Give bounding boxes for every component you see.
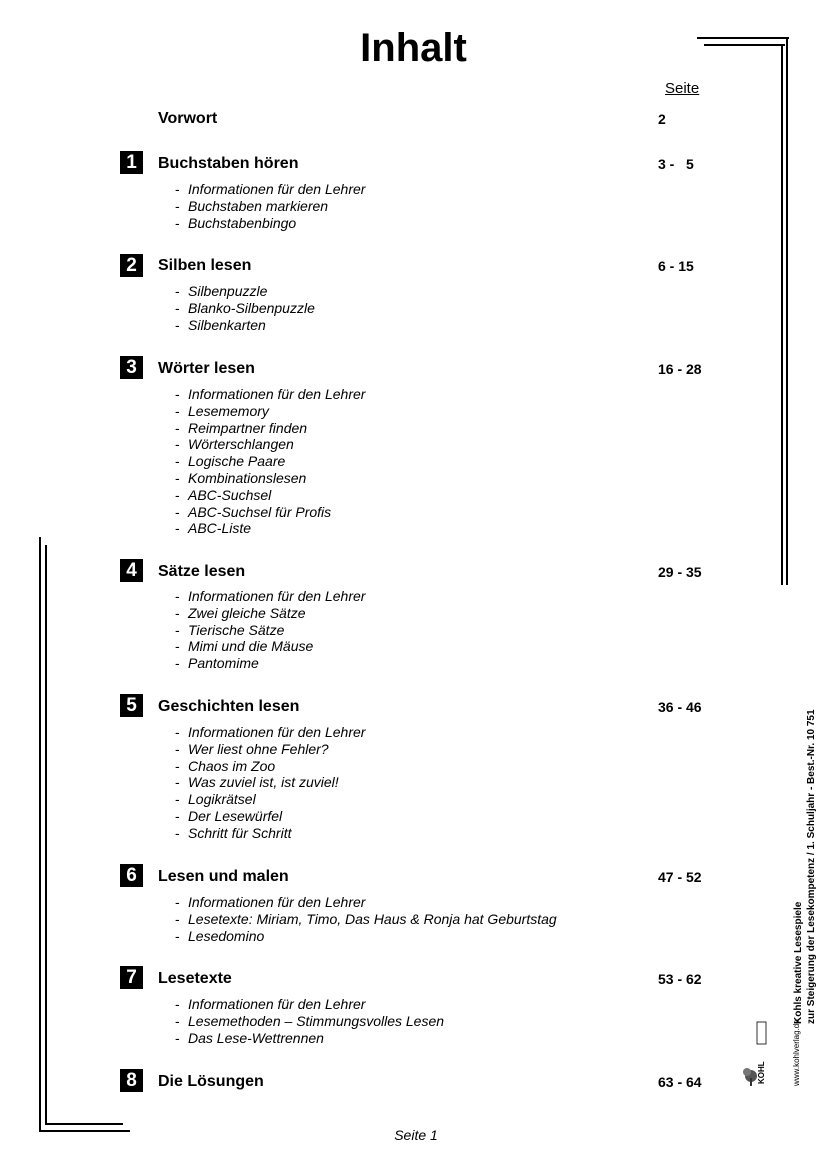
list-item: - Wörterschlangen bbox=[175, 436, 294, 453]
list-item: - Chaos im Zoo bbox=[175, 757, 276, 774]
list-item: - Logikrätsel bbox=[175, 791, 256, 808]
chapter-title: Sätze lesen bbox=[158, 563, 246, 580]
chapter-pages: 47 - 52 bbox=[658, 869, 702, 885]
list-item: - Lesetexte: Miriam, Timo, Das Haus & Ronja hat Geburtstag bbox=[175, 910, 557, 927]
chapter-title: Silben lesen bbox=[158, 257, 252, 274]
chapter-items bbox=[175, 181, 365, 231]
frame-right-vertical-outer bbox=[786, 37, 788, 585]
chapter-title: Lesen und malen bbox=[158, 868, 289, 885]
tree-logo-icon bbox=[742, 1020, 768, 1088]
chapter-pages: 36 - 46 bbox=[658, 699, 702, 715]
chapter-items bbox=[175, 724, 365, 842]
list-item: - Lesememory bbox=[175, 402, 269, 419]
chapter-title: Buchstaben hören bbox=[158, 155, 299, 172]
chapter-items bbox=[175, 894, 557, 944]
chapter-items bbox=[175, 996, 444, 1046]
list-item: - Blanko-Silbenpuzzle bbox=[175, 299, 315, 316]
chapter-number-badge: 4 bbox=[120, 559, 143, 582]
list-item: - Informationen für den Lehrer bbox=[175, 724, 366, 740]
list-item: - Tierische Sätze bbox=[175, 621, 285, 638]
chapter-number-badge: 5 bbox=[120, 694, 143, 717]
list-item: - Pantomime bbox=[175, 655, 259, 672]
list-item: - Reimpartner finden bbox=[175, 419, 308, 436]
chapter-pages: 3 - 5 bbox=[658, 156, 694, 172]
chapter-pages: 6 - 15 bbox=[658, 258, 694, 274]
list-item: - Informationen für den Lehrer bbox=[175, 386, 366, 402]
chapter-number-badge: 6 bbox=[120, 864, 143, 887]
list-item: - Mimi und die Mäuse bbox=[175, 638, 314, 655]
chapter-number-badge: 2 bbox=[120, 254, 143, 277]
list-item: - Wer liest ohne Fehler? bbox=[175, 740, 329, 757]
page-title: Inhalt bbox=[360, 26, 467, 70]
chapter-items bbox=[175, 588, 365, 672]
preface-label: Vorwort bbox=[158, 110, 218, 127]
list-item: - ABC-Suchsel für Profis bbox=[175, 503, 332, 520]
publisher-logo bbox=[742, 1020, 768, 1088]
publisher-url: www.kohlverlag.de bbox=[792, 1019, 801, 1086]
chapter-title: Die Lösungen bbox=[158, 1073, 264, 1090]
preface-pages: 2 bbox=[658, 111, 666, 127]
list-item: - Zwei gleiche Sätze bbox=[175, 604, 306, 621]
list-item: - Silbenkarten bbox=[175, 316, 266, 333]
list-item: - Schritt für Schritt bbox=[175, 824, 292, 841]
list-item: - Informationen für den Lehrer bbox=[175, 588, 366, 604]
page-column-header: Seite bbox=[665, 80, 700, 97]
chapter-items bbox=[175, 283, 315, 333]
chapter-number-badge: 7 bbox=[120, 966, 143, 989]
chapter-pages: 29 - 35 bbox=[658, 564, 702, 580]
sidebar-line-1: Kohls kreative Lesespiele bbox=[793, 901, 804, 1024]
chapter-title: Wörter lesen bbox=[158, 360, 255, 377]
chapter-pages: 16 - 28 bbox=[658, 361, 702, 377]
list-item: - Buchstaben markieren bbox=[175, 197, 329, 214]
list-item: - Kombinationslesen bbox=[175, 469, 307, 486]
sidebar-line-2: zur Steigerung der Lesekompetenz / 1. Schuljahr - Best.-Nr. 10 751 bbox=[806, 709, 817, 1024]
chapter-pages: 53 - 62 bbox=[658, 971, 702, 987]
list-item: - Das Lese-Wettrennen bbox=[175, 1029, 324, 1046]
chapter-number-badge: 3 bbox=[120, 356, 143, 379]
chapter-number-badge: 8 bbox=[120, 1069, 143, 1092]
chapter-title: Geschichten lesen bbox=[158, 698, 300, 715]
list-item: - Informationen für den Lehrer bbox=[175, 894, 366, 910]
chapter-pages: 63 - 64 bbox=[658, 1074, 702, 1090]
chapter-number-badge: 1 bbox=[120, 151, 143, 174]
frame-left-vertical-inner bbox=[45, 545, 47, 1125]
list-item: - Buchstabenbingo bbox=[175, 214, 297, 231]
list-item: - ABC-Suchsel bbox=[175, 486, 272, 503]
list-item: - Was zuviel ist, ist zuviel! bbox=[175, 774, 339, 791]
page-footer: Seite 1 bbox=[394, 1127, 438, 1143]
frame-right-vertical-inner bbox=[781, 44, 783, 585]
list-item: - Informationen für den Lehrer bbox=[175, 996, 366, 1012]
list-item: - Der Lesewürfel bbox=[175, 807, 283, 824]
frame-bottom-left-horizontal-inner bbox=[45, 1123, 123, 1125]
list-item: - ABC-Liste bbox=[175, 520, 252, 537]
logo-text: KOHL bbox=[757, 1061, 766, 1084]
list-item: - Logische Paare bbox=[175, 453, 286, 470]
list-item: - Informationen für den Lehrer bbox=[175, 181, 366, 197]
publisher-sidebar-text bbox=[792, 634, 818, 1024]
chapter-title: Lesetexte bbox=[158, 970, 232, 987]
list-item: - Lesemethoden – Stimmungsvolles Lesen bbox=[175, 1012, 445, 1029]
list-item: - Silbenpuzzle bbox=[175, 283, 268, 299]
frame-left-vertical-outer bbox=[39, 537, 41, 1132]
list-item: - Lesedomino bbox=[175, 927, 265, 944]
chapter-items bbox=[175, 386, 365, 537]
